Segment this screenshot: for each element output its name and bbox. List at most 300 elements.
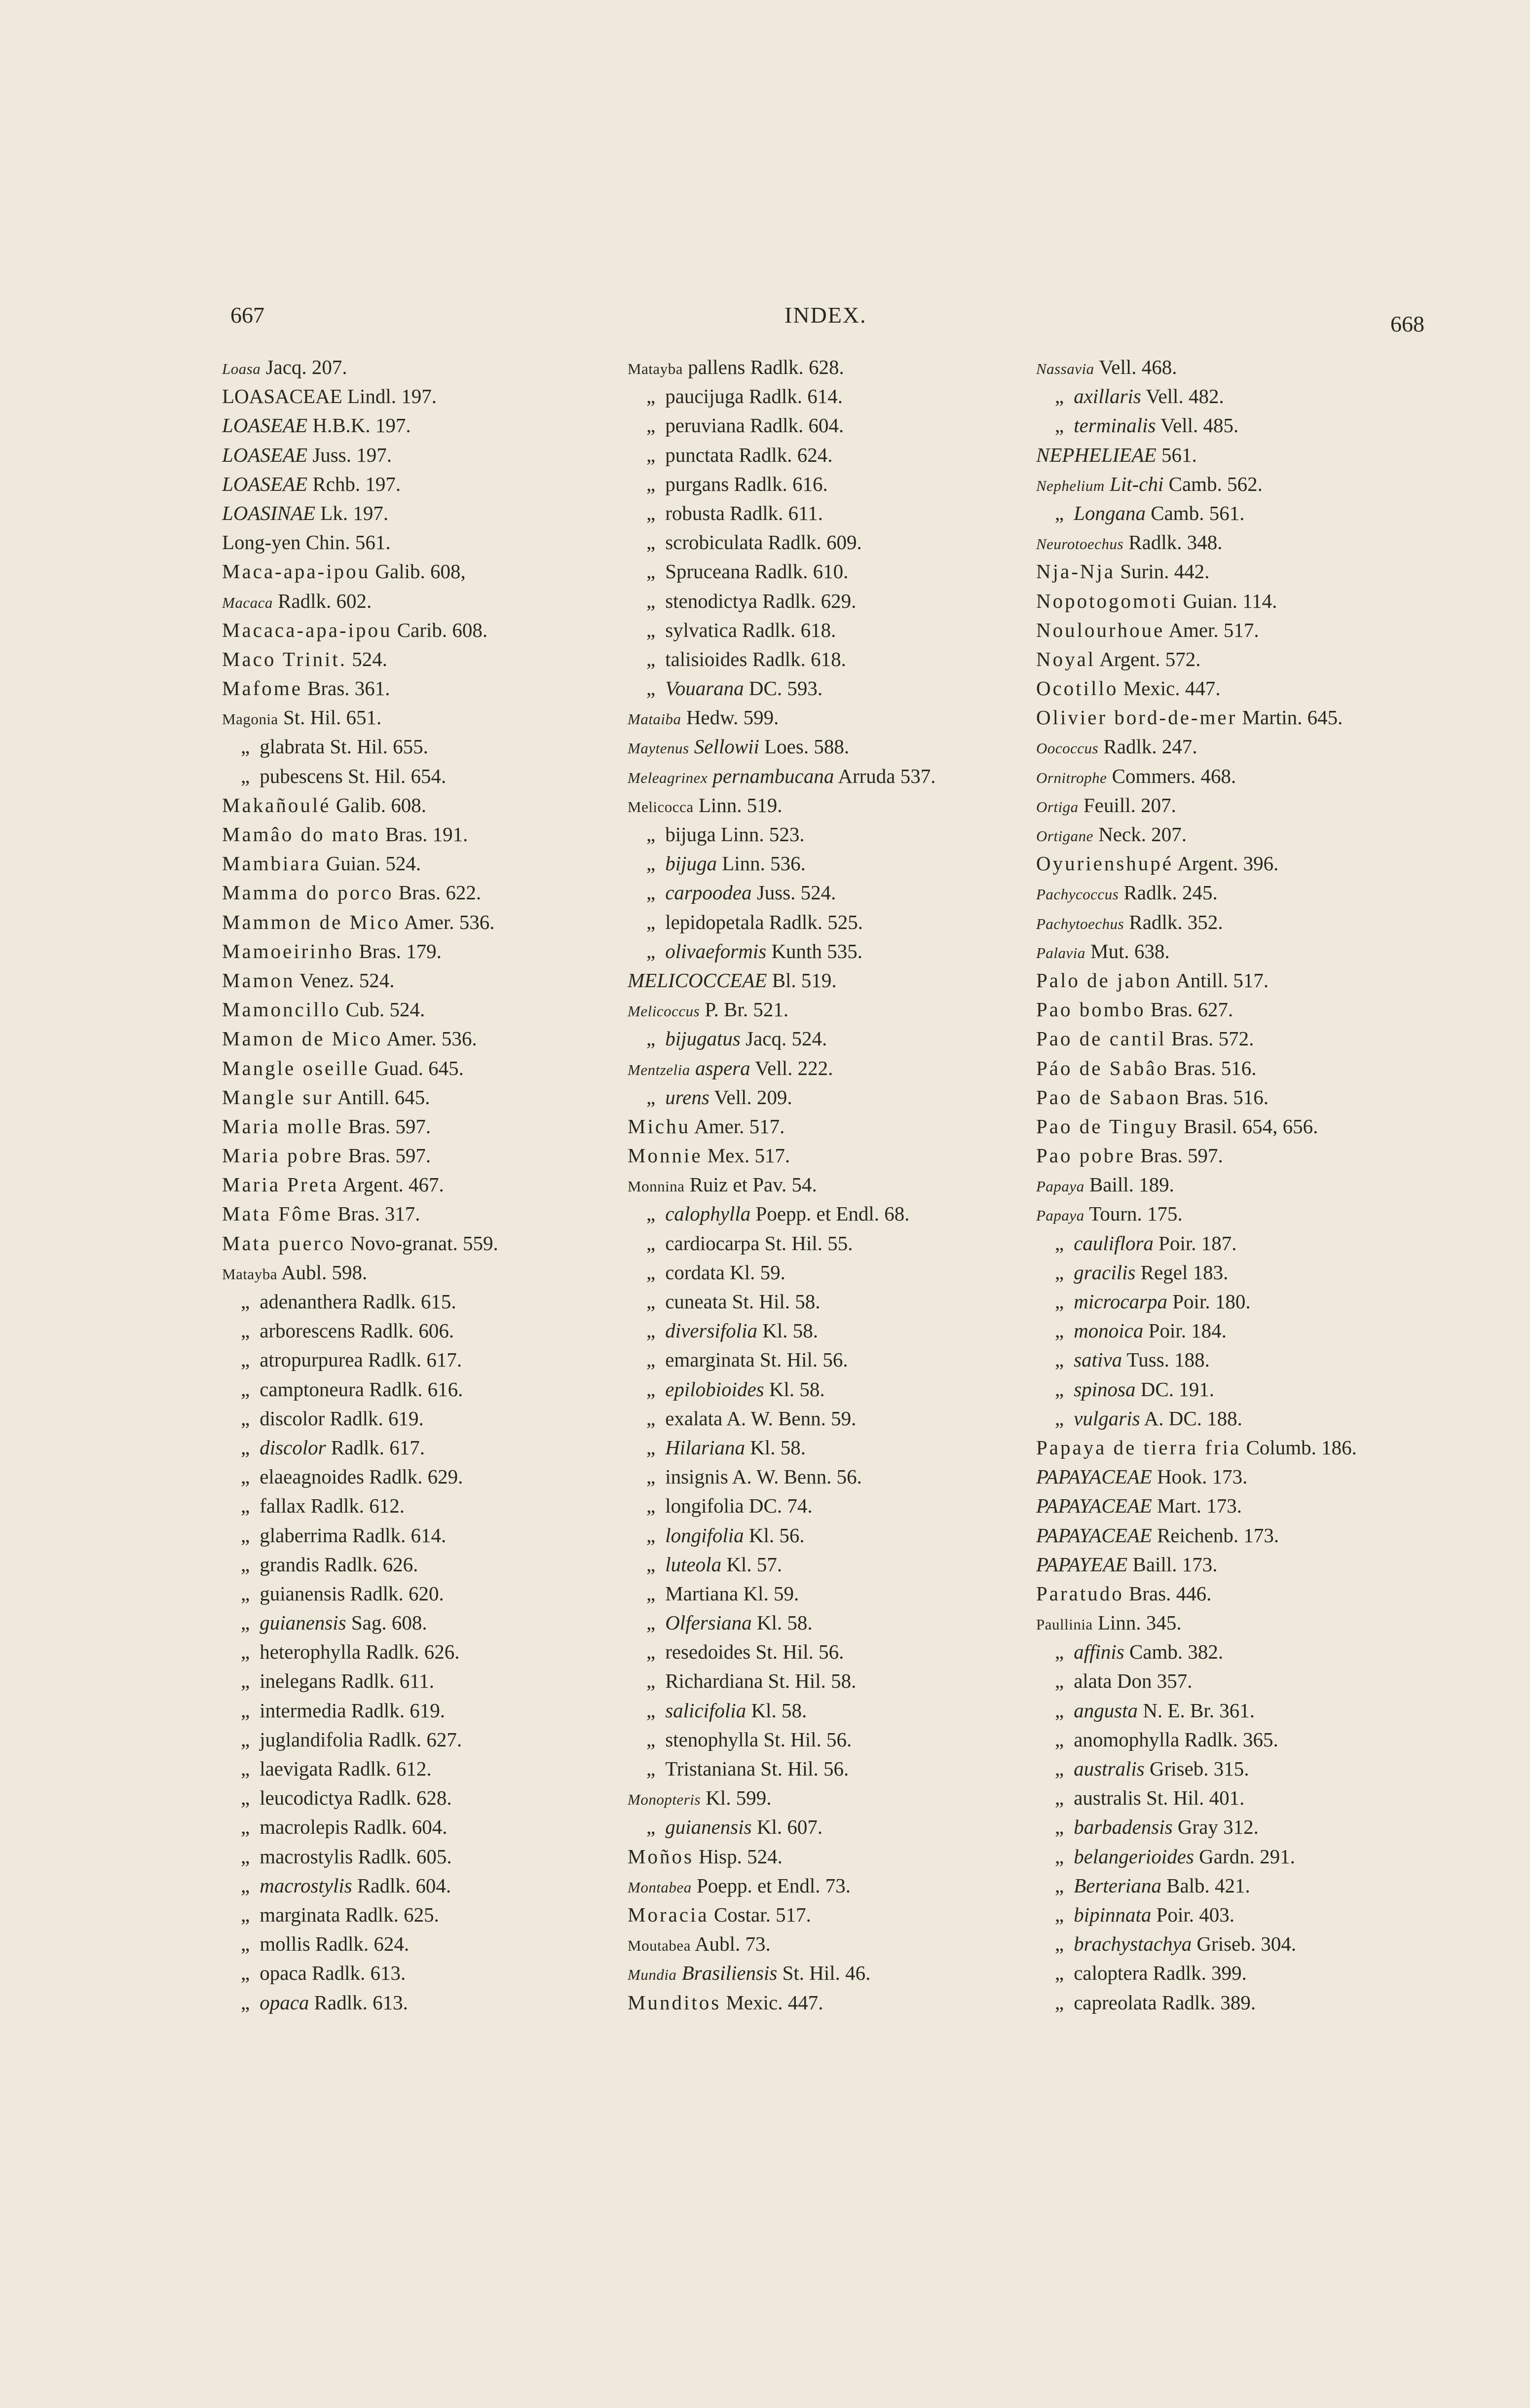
entry-rest: Spruceana Radlk. 610. bbox=[665, 560, 849, 583]
vernacular-name: Maria pobre bbox=[222, 1144, 343, 1167]
ditto-mark: „ bbox=[1055, 1319, 1064, 1342]
entry-rest: Gray 312. bbox=[1172, 1815, 1259, 1839]
entry-rest: pallens Radlk. 628. bbox=[682, 356, 844, 378]
vernacular-name: Michu bbox=[628, 1114, 691, 1138]
entry-rest: arborescens Radlk. 606. bbox=[260, 1319, 454, 1342]
index-entry bbox=[222, 1433, 498, 1462]
italic-name: NEPHELIEAE bbox=[1036, 443, 1157, 466]
index-entry bbox=[1036, 1521, 1357, 1550]
entry-rest: intermedia Radlk. 619. bbox=[260, 1699, 445, 1722]
index-entry bbox=[222, 1842, 498, 1871]
vernacular-name: Mafome bbox=[222, 677, 302, 700]
index-entry bbox=[628, 995, 935, 1024]
index-entry bbox=[222, 1550, 498, 1579]
entry-rest: alata Don 357. bbox=[1074, 1669, 1193, 1693]
genus-smallcaps: Mentzelia bbox=[628, 1061, 690, 1078]
entry-rest: DC. 191. bbox=[1135, 1377, 1214, 1401]
index-entry bbox=[222, 820, 498, 849]
entry-rest: Neck. 207. bbox=[1093, 823, 1187, 846]
vernacular-name: Mambiara bbox=[222, 852, 321, 875]
genus-smallcaps: Moutabea bbox=[628, 1937, 691, 1955]
genus-smallcaps: Mataiba bbox=[628, 710, 681, 728]
entry-rest: stenophylla St. Hil. 56. bbox=[665, 1728, 852, 1751]
index-entry bbox=[1036, 1141, 1357, 1170]
entry-rest: Mexic. 447. bbox=[1118, 677, 1221, 700]
genus-smallcaps: Paullinia bbox=[1036, 1616, 1093, 1633]
italic-name: LOASEAE bbox=[222, 472, 308, 495]
index-entry bbox=[222, 470, 498, 499]
entry-rest: opaca Radlk. 613. bbox=[260, 1962, 406, 1985]
vernacular-name: Mamoeirinho bbox=[222, 939, 354, 963]
genus-smallcaps: Papaya bbox=[1036, 1207, 1084, 1224]
genus-smallcaps: Palavia bbox=[1036, 944, 1085, 962]
entry-rest: discolor Radlk. 619. bbox=[260, 1407, 424, 1430]
index-entry bbox=[628, 1375, 935, 1404]
index-entry bbox=[628, 937, 935, 966]
italic-name: luteola bbox=[665, 1553, 722, 1576]
entry-rest: Bras. 572. bbox=[1166, 1027, 1254, 1050]
italic-name: aspera bbox=[690, 1056, 750, 1079]
ditto-mark: „ bbox=[646, 1669, 656, 1693]
entry-rest: Bras. 597. bbox=[1135, 1144, 1223, 1167]
entry-rest: inelegans Radlk. 611. bbox=[260, 1669, 434, 1693]
ditto-mark: „ bbox=[1055, 1728, 1064, 1751]
entry-rest: St. Hil. 46. bbox=[777, 1962, 871, 1985]
index-column-2 bbox=[628, 353, 935, 2017]
ditto-mark: „ bbox=[241, 1640, 250, 1664]
vernacular-name: Nja-Nja bbox=[1036, 560, 1116, 583]
index-entry bbox=[628, 732, 935, 761]
ditto-mark: „ bbox=[646, 560, 656, 583]
index-entry bbox=[1036, 1112, 1357, 1141]
index-entry bbox=[1036, 441, 1357, 470]
vernacular-name: Moños bbox=[628, 1845, 694, 1868]
ditto-mark: „ bbox=[241, 1319, 250, 1342]
italic-name: Sellowii bbox=[689, 735, 759, 758]
entry-rest: Poir. 180. bbox=[1167, 1290, 1251, 1313]
index-entry bbox=[628, 791, 935, 820]
italic-name: spinosa bbox=[1074, 1377, 1136, 1401]
index-entry bbox=[628, 499, 935, 528]
index-entry bbox=[628, 1900, 935, 1929]
vernacular-name: Palo de jabon bbox=[1036, 968, 1172, 992]
entry-rest: N. E. Br. 361. bbox=[1138, 1699, 1255, 1722]
vernacular-name: Pao bombo bbox=[1036, 998, 1146, 1021]
ditto-mark: „ bbox=[646, 1290, 656, 1313]
entry-rest: St. Hil. 651. bbox=[278, 706, 382, 729]
entry-rest: Juss. 524. bbox=[751, 881, 836, 904]
entry-rest: Bras. 597. bbox=[343, 1144, 431, 1167]
ditto-mark: „ bbox=[241, 1991, 250, 2014]
genus-smallcaps: Ortiga bbox=[1036, 798, 1079, 815]
entry-rest: bijuga Linn. 523. bbox=[665, 823, 805, 846]
index-entry bbox=[628, 1579, 935, 1608]
ditto-mark: „ bbox=[241, 1377, 250, 1401]
entry-rest: scrobiculata Radlk. 609. bbox=[665, 531, 862, 554]
index-entry bbox=[628, 353, 935, 382]
entry-rest: Griseb. 304. bbox=[1192, 1932, 1297, 1956]
ditto-mark: „ bbox=[1055, 1260, 1064, 1284]
entry-rest: glaberrima Radlk. 614. bbox=[260, 1523, 447, 1547]
index-entry bbox=[222, 791, 498, 820]
entry-rest: Amer. 536. bbox=[382, 1027, 477, 1050]
index-entry bbox=[222, 1929, 498, 1959]
italic-name: PAPAYACEAE bbox=[1036, 1465, 1152, 1488]
index-entry bbox=[628, 1608, 935, 1637]
page-number-right: 668 bbox=[1390, 311, 1424, 336]
index-entry bbox=[1036, 732, 1357, 761]
index-entry bbox=[1036, 1783, 1357, 1813]
entry-rest: grandis Radlk. 626. bbox=[260, 1553, 418, 1576]
entry-rest: glabrata St. Hil. 655. bbox=[260, 735, 428, 758]
entry-rest: H.B.K. 197. bbox=[307, 414, 411, 437]
entry-rest: macrostylis Radlk. 605. bbox=[260, 1845, 452, 1868]
ditto-mark: „ bbox=[1055, 1786, 1064, 1810]
genus-smallcaps: Magonia bbox=[222, 710, 278, 728]
entry-rest: Poir. 184. bbox=[1143, 1319, 1227, 1342]
entry-rest: Vell. 482. bbox=[1141, 385, 1224, 408]
ditto-mark: „ bbox=[646, 881, 656, 904]
entry-rest: Mexic. 447. bbox=[721, 1991, 823, 2014]
ditto-mark: „ bbox=[646, 1757, 656, 1780]
entry-rest: longifolia DC. 74. bbox=[665, 1494, 813, 1518]
entry-rest: Martin. 645. bbox=[1237, 706, 1343, 729]
vernacular-name: Pao de cantil bbox=[1036, 1027, 1166, 1050]
entry-rest: peruviana Radlk. 604. bbox=[665, 414, 844, 437]
italic-name: macrostylis bbox=[260, 1874, 352, 1897]
italic-name: microcarpa bbox=[1074, 1290, 1167, 1313]
ditto-mark: „ bbox=[646, 852, 656, 875]
entry-rest: leucodictya Radlk. 628. bbox=[260, 1786, 452, 1810]
italic-name: Berteriana bbox=[1074, 1874, 1161, 1897]
ditto-mark: „ bbox=[1055, 1815, 1064, 1839]
entry-rest: cardiocarpa St. Hil. 55. bbox=[665, 1231, 853, 1255]
index-entry bbox=[628, 645, 935, 674]
vernacular-name: Pao pobre bbox=[1036, 1144, 1136, 1167]
index-entry bbox=[1036, 1404, 1357, 1433]
entry-rest: Poepp. et Endl. 73. bbox=[691, 1874, 851, 1897]
ditto-mark: „ bbox=[646, 1260, 656, 1284]
vernacular-name: Maria Preta bbox=[222, 1173, 339, 1196]
entry-rest: Arruda 537. bbox=[834, 764, 936, 787]
genus-smallcaps: Meleagrinex bbox=[628, 769, 708, 786]
entry-rest: Kl. 58. bbox=[751, 1611, 813, 1634]
ditto-mark: „ bbox=[646, 531, 656, 554]
index-entry bbox=[1036, 528, 1357, 557]
index-entry bbox=[1036, 791, 1357, 820]
entry-rest: cordata Kl. 59. bbox=[665, 1260, 785, 1284]
entry-rest: Linn. 536. bbox=[717, 852, 806, 875]
index-entry bbox=[222, 1375, 498, 1404]
index-entry bbox=[628, 528, 935, 557]
genus-smallcaps: Pachytoechus bbox=[1036, 915, 1124, 932]
entry-rest: Gardn. 291. bbox=[1194, 1845, 1295, 1868]
index-entry bbox=[1036, 1754, 1357, 1783]
entry-rest: mollis Radlk. 624. bbox=[260, 1932, 410, 1956]
entry-rest: Vell. 468. bbox=[1094, 356, 1177, 378]
entry-rest: Aubl. 598. bbox=[277, 1260, 368, 1284]
entry-rest: Kunth 535. bbox=[766, 939, 862, 963]
index-entry bbox=[1036, 1375, 1357, 1404]
index-entry bbox=[222, 1813, 498, 1842]
italic-name: Hilariana bbox=[665, 1436, 745, 1459]
italic-name: PAPAYACEAE bbox=[1036, 1494, 1152, 1518]
index-entry bbox=[1036, 1462, 1357, 1491]
italic-name: angusta bbox=[1074, 1699, 1138, 1722]
entry-rest: 561. bbox=[1156, 443, 1197, 466]
entry-rest: Cub. 524. bbox=[340, 998, 425, 1021]
ditto-mark: „ bbox=[646, 1319, 656, 1342]
entry-rest: anomophylla Radlk. 365. bbox=[1074, 1728, 1278, 1751]
entry-rest: Bras. 361. bbox=[302, 677, 390, 700]
entry-rest: Bras. 627. bbox=[1145, 998, 1233, 1021]
index-entry bbox=[222, 878, 498, 907]
index-entry bbox=[628, 849, 935, 878]
index-entry bbox=[222, 1404, 498, 1433]
italic-name: carpoodea bbox=[665, 881, 752, 904]
italic-name: discolor bbox=[260, 1436, 326, 1459]
entry-rest: robusta Radlk. 611. bbox=[665, 501, 823, 524]
italic-name: barbadensis bbox=[1074, 1815, 1173, 1839]
index-entry bbox=[628, 1521, 935, 1550]
index-entry bbox=[222, 645, 498, 674]
ditto-mark: „ bbox=[241, 1728, 250, 1751]
genus-smallcaps: Mundia bbox=[628, 1966, 677, 1984]
ditto-mark: „ bbox=[1055, 1699, 1064, 1722]
vernacular-name: Mamâo do mato bbox=[222, 823, 380, 846]
ditto-mark: „ bbox=[646, 443, 656, 466]
ditto-mark: „ bbox=[241, 1290, 250, 1313]
ditto-mark: „ bbox=[1055, 1962, 1064, 1985]
italic-name: opaca bbox=[260, 1991, 309, 2014]
vernacular-name: Pao de Sabaon bbox=[1036, 1085, 1181, 1109]
index-entry bbox=[1036, 499, 1357, 528]
genus-smallcaps: Nephelium bbox=[1036, 477, 1105, 494]
vernacular-name: Mamma do porco bbox=[222, 881, 394, 904]
ditto-mark: „ bbox=[241, 1699, 250, 1722]
entry-rest: stenodictya Radlk. 629. bbox=[665, 589, 857, 612]
entry-rest: Carib. 608. bbox=[392, 618, 488, 641]
entry-rest: Radlk. 348. bbox=[1123, 531, 1223, 554]
genus-smallcaps: Monnina bbox=[628, 1178, 685, 1195]
index-entry bbox=[628, 1083, 935, 1112]
index-entry bbox=[628, 1316, 935, 1345]
index-entry bbox=[222, 557, 498, 586]
index-entry bbox=[1036, 470, 1357, 499]
italic-name: cauliflora bbox=[1074, 1231, 1154, 1255]
genus-smallcaps: Ornitrophe bbox=[1036, 769, 1107, 786]
index-entry bbox=[222, 1871, 498, 1900]
ditto-mark: „ bbox=[241, 1582, 250, 1605]
entry-rest: Vell. 209. bbox=[709, 1085, 792, 1109]
italic-name: epilobioides bbox=[665, 1377, 764, 1401]
index-entry bbox=[628, 674, 935, 703]
italic-name: Brasiliensis bbox=[676, 1962, 778, 1985]
ditto-mark: „ bbox=[646, 1465, 656, 1488]
entry-rest: Mex. 517. bbox=[702, 1144, 790, 1167]
entry-rest: Rchb. 197. bbox=[307, 472, 401, 495]
index-entry bbox=[1036, 616, 1357, 645]
index-entry bbox=[1036, 1959, 1357, 1988]
ditto-mark: „ bbox=[1055, 1845, 1064, 1868]
entry-rest: Lk. 197. bbox=[315, 501, 389, 524]
index-entry bbox=[628, 1725, 935, 1754]
index-entry bbox=[222, 1637, 498, 1667]
entry-rest: Kl. 56. bbox=[744, 1523, 805, 1547]
index-entry bbox=[222, 1287, 498, 1316]
index-entry bbox=[628, 1345, 935, 1374]
index-entry bbox=[628, 1988, 935, 2017]
index-entry bbox=[1036, 908, 1357, 937]
index-entry bbox=[222, 1988, 498, 2017]
entry-text: Long-yen Chin. 561. bbox=[222, 531, 391, 554]
italic-name: PAPAYEAE bbox=[1036, 1553, 1128, 1576]
index-entry bbox=[1036, 1316, 1357, 1345]
ditto-mark: „ bbox=[646, 1640, 656, 1664]
entry-rest: Argent. 467. bbox=[338, 1173, 444, 1196]
index-entry bbox=[1036, 1024, 1357, 1053]
index-entry bbox=[628, 1229, 935, 1258]
entry-rest: punctata Radlk. 624. bbox=[665, 443, 833, 466]
ditto-mark: „ bbox=[241, 1962, 250, 1985]
index-entry bbox=[1036, 1287, 1357, 1316]
index-entry bbox=[1036, 995, 1357, 1024]
index-entry bbox=[222, 1345, 498, 1374]
entry-rest: Feuill. 207. bbox=[1078, 793, 1176, 816]
index-entry bbox=[628, 1637, 935, 1667]
italic-name: guianensis bbox=[260, 1611, 346, 1634]
ditto-mark: „ bbox=[646, 1231, 656, 1255]
ditto-mark: „ bbox=[646, 1436, 656, 1459]
italic-name: diversifolia bbox=[665, 1319, 757, 1342]
index-entry bbox=[222, 1696, 498, 1725]
entry-rest: Bras. 179. bbox=[354, 939, 442, 963]
entry-rest: cuneata St. Hil. 58. bbox=[665, 1290, 821, 1313]
index-entry bbox=[222, 1783, 498, 1813]
index-entry bbox=[222, 762, 498, 791]
index-entry bbox=[628, 1024, 935, 1053]
index-entry bbox=[1036, 382, 1357, 411]
index-entry bbox=[1036, 1054, 1357, 1083]
entry-rest: Linn. 345. bbox=[1092, 1611, 1182, 1634]
entry-rest: paucijuga Radlk. 614. bbox=[665, 385, 843, 408]
ditto-mark: „ bbox=[646, 1202, 656, 1225]
index-entry bbox=[1036, 849, 1357, 878]
genus-smallcaps: Monopteris bbox=[628, 1791, 701, 1809]
ditto-mark: „ bbox=[646, 1027, 656, 1050]
entry-rest: Radlk. 245. bbox=[1119, 881, 1218, 904]
entry-rest: DC. 593. bbox=[744, 677, 823, 700]
index-entry bbox=[222, 1054, 498, 1083]
entry-rest: Argent. 396. bbox=[1173, 852, 1279, 875]
ditto-mark: „ bbox=[646, 501, 656, 524]
vernacular-name: Paratudo bbox=[1036, 1582, 1124, 1605]
index-entry bbox=[628, 1696, 935, 1725]
italic-name: LOASINAE bbox=[222, 501, 316, 524]
entry-rest: Regel 183. bbox=[1135, 1260, 1229, 1284]
ditto-mark: „ bbox=[1055, 1407, 1064, 1430]
index-entry bbox=[1036, 1696, 1357, 1725]
italic-name: Lit-chi bbox=[1104, 472, 1164, 495]
ditto-mark: „ bbox=[1055, 1757, 1064, 1780]
ditto-mark: „ bbox=[1055, 1903, 1064, 1926]
entry-rest: Venez. 524. bbox=[295, 968, 395, 992]
index-entry bbox=[1036, 878, 1357, 907]
vernacular-name: Oyurienshupé bbox=[1036, 852, 1174, 875]
genus-smallcaps: Matayba bbox=[628, 360, 683, 377]
ditto-mark: „ bbox=[646, 589, 656, 612]
index-entry bbox=[222, 966, 498, 995]
genus-smallcaps: Macaca bbox=[222, 593, 273, 611]
index-entry bbox=[628, 382, 935, 411]
index-entry bbox=[1036, 1813, 1357, 1842]
entry-rest: heterophylla Radlk. 626. bbox=[260, 1640, 460, 1664]
entry-rest: Kl. 58. bbox=[764, 1377, 825, 1401]
entry-rest: exalata A. W. Benn. 59. bbox=[665, 1407, 857, 1430]
index-entry bbox=[628, 1404, 935, 1433]
index-entry bbox=[222, 674, 498, 703]
entry-rest: sylvatica Radlk. 618. bbox=[665, 618, 836, 641]
index-entry bbox=[1036, 645, 1357, 674]
genus-smallcaps: Neurotoechus bbox=[1036, 535, 1124, 553]
entry-rest: Radlk. 604. bbox=[352, 1874, 451, 1897]
index-entry bbox=[628, 1959, 935, 1988]
vernacular-name: Makañoulé bbox=[222, 793, 331, 816]
genus-smallcaps: Pachycoccus bbox=[1036, 886, 1119, 903]
entry-rest: purgans Radlk. 616. bbox=[665, 472, 828, 495]
vernacular-name: Maca-apa-ipou bbox=[222, 560, 371, 583]
italic-name: affinis bbox=[1074, 1640, 1124, 1664]
entry-rest: Commers. 468. bbox=[1107, 764, 1236, 787]
entry-rest: Novo-granat. 559. bbox=[345, 1231, 498, 1255]
vernacular-name: Pao de Tinguy bbox=[1036, 1114, 1179, 1138]
ditto-mark: „ bbox=[646, 1582, 656, 1605]
index-entry bbox=[628, 616, 935, 645]
genus-smallcaps: Nassavia bbox=[1036, 360, 1094, 377]
index-entry bbox=[1036, 1842, 1357, 1871]
ditto-mark: „ bbox=[241, 764, 250, 787]
ditto-mark: „ bbox=[646, 939, 656, 963]
index-entry bbox=[1036, 1637, 1357, 1667]
index-entry bbox=[222, 1754, 498, 1783]
italic-name: gracilis bbox=[1074, 1260, 1136, 1284]
entry-rest: Baill. 189. bbox=[1084, 1173, 1174, 1196]
ditto-mark: „ bbox=[241, 1903, 250, 1926]
index-entry bbox=[222, 1521, 498, 1550]
entry-rest: Linn. 519. bbox=[693, 793, 783, 816]
ditto-mark: „ bbox=[646, 910, 656, 933]
index-entry bbox=[222, 1199, 498, 1228]
entry-rest: Poepp. et Endl. 68. bbox=[750, 1202, 910, 1225]
index-entry bbox=[222, 1959, 498, 1988]
ditto-mark: „ bbox=[1055, 1231, 1064, 1255]
ditto-mark: „ bbox=[646, 1377, 656, 1401]
index-entry bbox=[222, 616, 498, 645]
vernacular-name: Mammon de Mico bbox=[222, 910, 401, 933]
ditto-mark: „ bbox=[241, 1932, 250, 1956]
entry-rest: Galib. 608. bbox=[331, 793, 427, 816]
italic-name: brachystachya bbox=[1074, 1932, 1192, 1956]
index-entry bbox=[1036, 1491, 1357, 1520]
index-entry bbox=[628, 1667, 935, 1696]
entry-rest: Kl. 57. bbox=[721, 1553, 783, 1576]
vernacular-name: Moracia bbox=[628, 1903, 709, 1926]
entry-rest: Aubl. 73. bbox=[690, 1932, 771, 1956]
index-entry bbox=[1036, 1258, 1357, 1287]
index-entry bbox=[1036, 1900, 1357, 1929]
ditto-mark: „ bbox=[241, 1436, 250, 1459]
italic-name: olivaeformis bbox=[665, 939, 767, 963]
